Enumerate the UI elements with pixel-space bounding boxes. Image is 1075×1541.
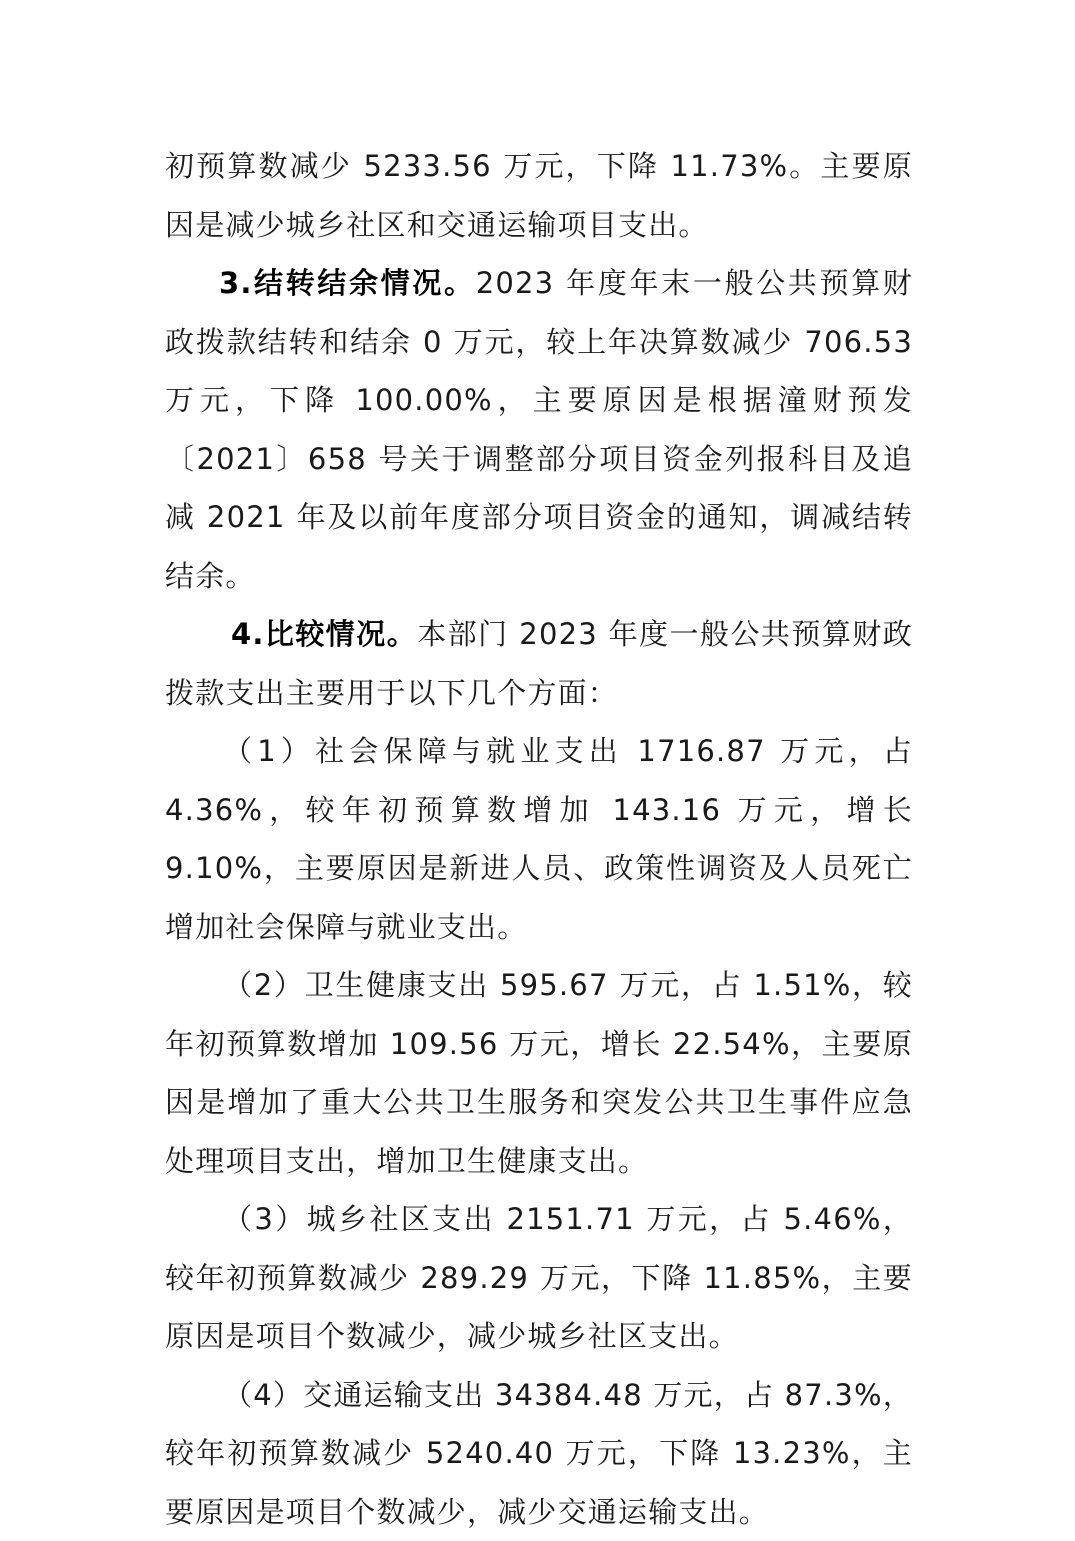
- paragraph-comparison: [165, 605, 913, 722]
- paragraph-text: （1）社会保障与就业支出 1716.87 万元，占 4.36%，较年初预算数增加 143.16 万元，增长 9.10%，主要原因是新进人员、政策性调资及人员死亡增加社会保障与就业支出。: [165, 734, 913, 944]
- paragraph-item-social-security: [165, 722, 913, 956]
- document-body: [165, 137, 913, 1541]
- paragraph-text: （4）交通运输支出 34384.48 万元，占 87.3%，较年初预算数减少 5240.40 万元，下降 13.23%，主要原因是项目个数减少，减少交通运输支出。: [165, 1378, 913, 1529]
- paragraph-text: （3）城乡社区支出 2151.71 万元，占 5.46%，较年初预算数减少 289.29 万元，下降 11.85%，主要原因是项目个数减少，减少城乡社区支出。: [165, 1202, 913, 1353]
- paragraph-text: 初预算数减少 5233.56 万元，下降 11.73%。主要原因是减少城乡社区和交通运输项目支出。: [165, 149, 913, 242]
- paragraph-carryover: [165, 254, 913, 605]
- paragraph-text: 本部门 2023 年度一般公共预算财政拨款支出主要用于以下几个方面：: [165, 617, 913, 710]
- section-heading-carryover: 3.结转结余情况。: [219, 266, 476, 300]
- paragraph-item-urban-rural: [165, 1190, 913, 1366]
- paragraph-item-transport: [165, 1366, 913, 1541]
- paragraph-text: （2）卫生健康支出 595.67 万元，占 1.51%，较年初预算数增加 109.56 万元，增长 22.54%，主要原因是增加了重大公共卫生服务和突发公共卫生事件应急处理项目支出，增加卫生健康支出。: [165, 968, 913, 1178]
- paragraph-item-health: [165, 956, 913, 1190]
- section-heading-comparison: 4.比较情况。: [231, 617, 417, 651]
- paragraph-text: 2023 年度年末一般公共预算财政拨款结转和结余 0 万元，较上年决算数减少 706.53 万元，下降 100.00%，主要原因是根据潼财预发〔2021〕658 号关于调整部分项目资金列报科目及追减 2021 年及以前年度部分项目资金的通知，调减结转结余。: [165, 266, 913, 593]
- paragraph-budget-continuation: [165, 137, 913, 254]
